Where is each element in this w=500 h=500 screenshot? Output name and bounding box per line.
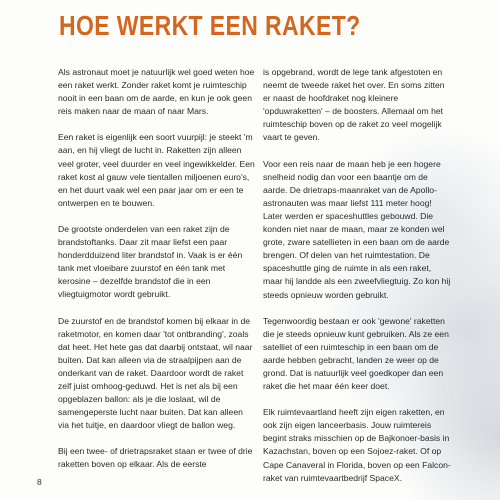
page-number: 8: [37, 477, 42, 487]
paragraph: Als astronaut moet je natuurlijk wel goed weten hoe een raket werkt. Zonder raket komt je ruimteschip nooit in een baan om de aarde, en kun je ook geen reis maken naar de maan of naar Mars.: [58, 67, 255, 117]
right-text-column: [263, 66, 453, 498]
left-text-column: [58, 66, 256, 485]
paragraph: Voor een reis naar de maan heb je een hogere snelheid nodig dan voor een baantje om de aarde. De drietraps-maanraket van de Apollo-astronauten was maar liefst 111 meter hoog! Later werden er spaceshuttles gebouwd. Die konden niet naar de maan, maar ze konden wel grote, zware satellieten in een baan om de aarde brengen. Of delen van het ruimtestation. De spaceshuttle ging de ruimte in als een raket, maar hij landde als een zweefvliegtuig. Zo kon hij steeds opnieuw worden gebruikt.: [263, 158, 451, 300]
paragraph: Elk ruimtevaartland heeft zijn eigen raketten, en ook zijn eigen lanceerbasis. Jouw ruimtereis begint straks misschien op de Bajkonoer-basis in Kazachstan, boven op een Sojoez-raket. Of op Cape Canaveral in Florida, boven op een Falcon-raket van ruimtevaartbedrijf SpaceX.: [263, 407, 451, 483]
paragraph: De grootste onderdelen van een raket zijn de brandstoftanks. Daar zit maar liefst een paar honderdduizend liter brandstof in. Vaak is er één tank met vloeibare zuurstof en één tank met kerosine – dezelfde brandstof die in een vliegtuigmotor wordt gebruikt.: [58, 223, 243, 300]
paragraph: Tegenwoordig bestaan er ook 'gewone' raketten die je steeds opnieuw kunt gebruiken. Als ze een satelliet of een ruimteschip in een baan om de aarde hebben gebracht, landen ze weer op de grond. Dat is natuurlijk veel goedkoper dan een raket die het maar één keer doet.: [263, 315, 449, 392]
paragraph: is opgebrand, wordt de lege tank afgestoten en neemt de tweede raket het over. En soms zitten er naast de hoofdraket nog kleinere 'opduwraketten' – de boosters. Allemaal om het ruimteschip boven op de raket zo veel mogelijk vaart te geven.: [263, 67, 445, 143]
page-title: HOE WERKT EEN RAKET?: [59, 10, 361, 41]
paragraph: Een raket is eigenlijk een soort vuurpijl: je steekt 'm aan, en hij vliegt de lucht in. Raketten zijn alleen veel groter, veel duurder en veel ingewikkelder. Een raket kost al gauw vele tientallen miljoenen euro's, en het duurt vaak wel een paar jaar om er een te ontwerpen en te bouwen.: [58, 132, 255, 208]
paragraph: De zuurstof en de brandstof komen bij elkaar in de raketmotor, en komen daar 'tot ontbranding', zoals dat heet. Het hete gas dat daarbij ontstaat, wil naar buiten. Dat kan alleen via de straalpijpen aan de onderkant van de raket. Daardoor wordt de raket zelf juist omhoog-geduwd. Het is net als bij een opgeblazen ballon: als je die loslaat, wil de samengeperste lucht naar buiten. Dat kan alleen via het tuitje, en daardoor vliegt de ballon weg.: [58, 315, 253, 431]
paragraph: Bij een twee- of drietrapsraket staan er twee of drie raketten boven op elkaar. Als de eerste: [58, 446, 253, 470]
